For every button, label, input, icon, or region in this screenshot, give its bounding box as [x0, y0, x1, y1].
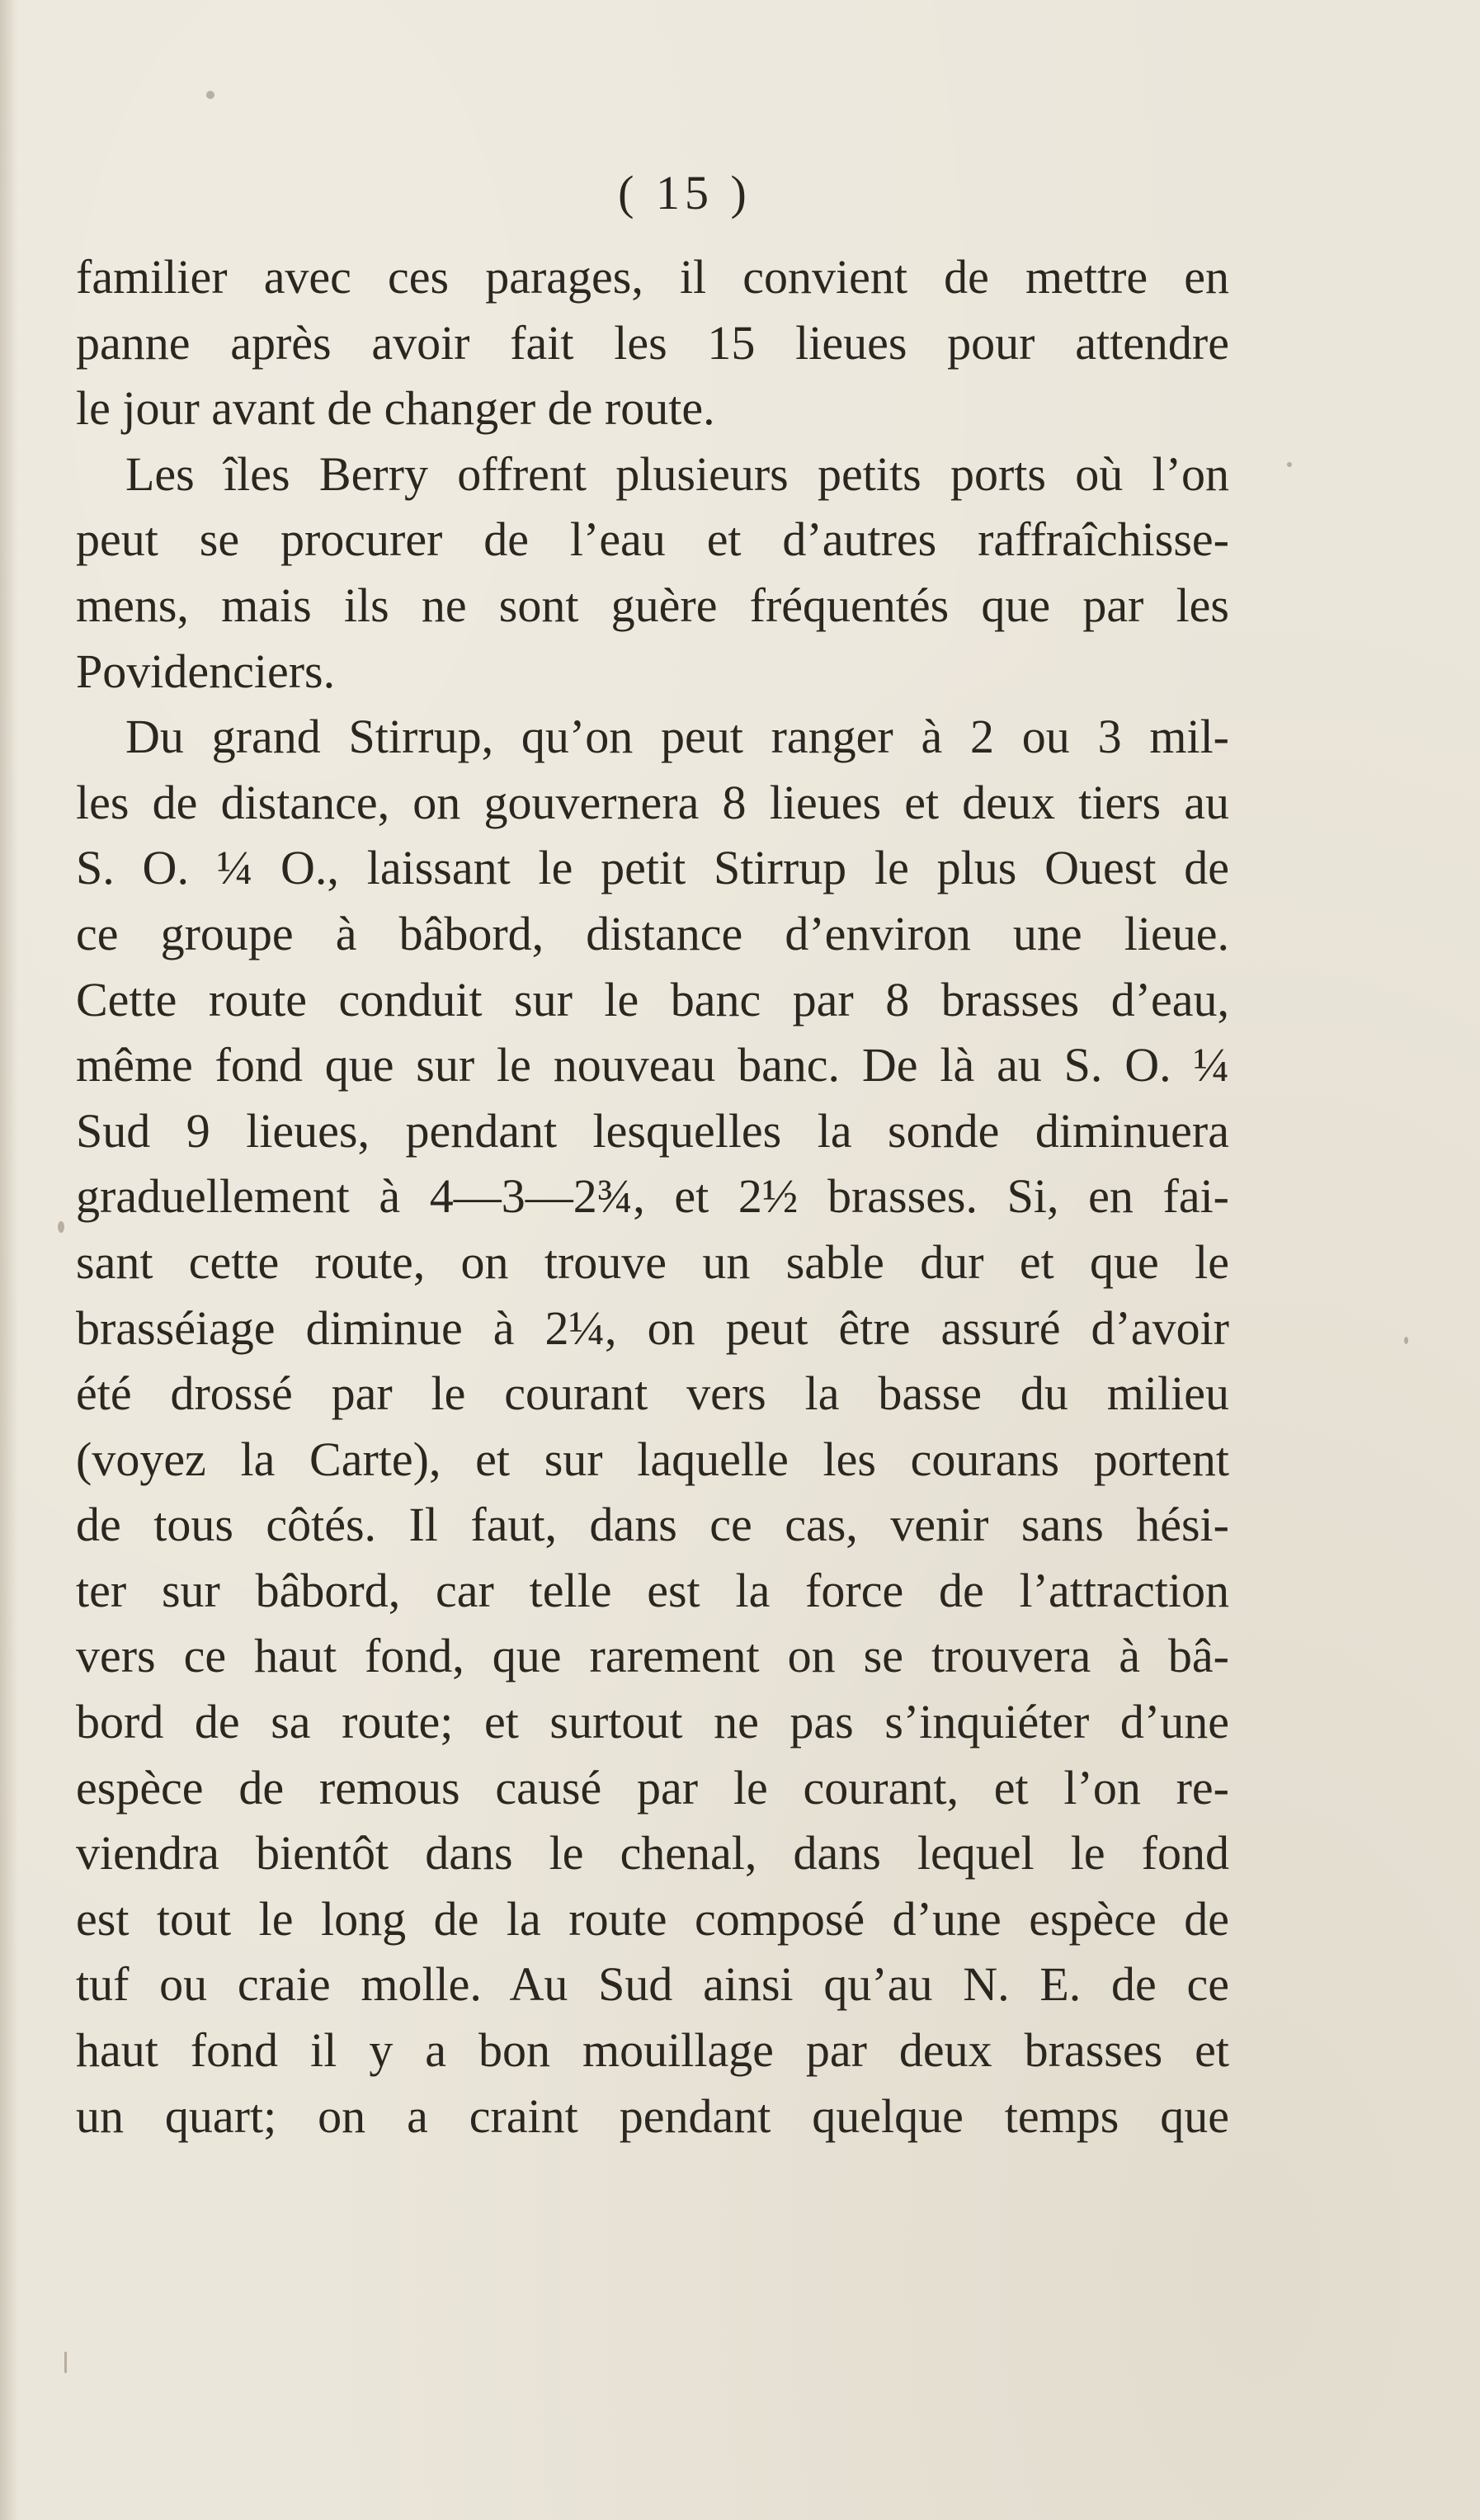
paper-speck [1287, 462, 1292, 467]
text-line: ce groupe à bâbord, distance d’environ une lieue. [76, 906, 1229, 960]
text-line: Sud 9 lieues, pendant lesquelles la sonde diminuera [76, 1103, 1229, 1158]
text-line: mens, mais ils ne sont guère fréquentés que par les [76, 578, 1229, 632]
text-line: Les îles Berry offrent plusieurs petits ports où l’on [125, 446, 1229, 501]
text-line: est tout le long de la route composé d’une espèce de [76, 1891, 1229, 1946]
text-line: graduellement à 4—3—2¾, et 2½ brasses. Si, en fai- [76, 1169, 1229, 1224]
text-line: familier avec ces parages, il convient de mettre en [76, 250, 1229, 304]
text-line: brasséiage diminue à 2¼, on peut être assuré d’avoir [76, 1300, 1229, 1355]
paper-speck [64, 2352, 67, 2373]
text-line: tuf ou craie molle. Au Sud ainsi qu’au N. E. de ce [76, 1957, 1229, 2012]
text-line: de tous côtés. Il faut, dans ce cas, venir sans hési- [76, 1498, 1229, 1552]
paper-speck [1404, 1337, 1408, 1344]
text-line: bord de sa route; et surtout ne pas s’inquiéter d’une [76, 1695, 1229, 1749]
text-line: été drossé par le courant vers la basse du milieu [76, 1366, 1229, 1421]
text-line: S. O. ¼ O., laissant le petit Stirrup le plus Ouest de [76, 841, 1229, 895]
text-line: panne après avoir fait les 15 lieues pour attendre [76, 315, 1229, 370]
paper-speck [58, 1221, 64, 1233]
text-line: même fond que sur le nouveau banc. De là au S. O. ¼ [76, 1038, 1229, 1092]
text-line: (voyez la Carte), et sur laquelle les courans portent [76, 1432, 1229, 1486]
text-line: Cette route conduit sur le banc par 8 brasses d’eau, [76, 972, 1229, 1026]
text-line: un quart; on a craint pendant quelque temps que [76, 2088, 1229, 2143]
text-line: Du grand Stirrup, qu’on peut ranger à 2 ou 3 mil- [125, 710, 1229, 764]
text-line: viendra bientôt dans le chenal, dans lequel le fond [76, 1826, 1229, 1881]
paper-speck [206, 91, 214, 99]
text-line: Povidenciers. [76, 644, 336, 698]
text-line: espèce de remous causé par le courant, et l’on re- [76, 1760, 1229, 1814]
text-line: vers ce haut fond, que rarement on se trouvera à bâ- [76, 1629, 1229, 1683]
text-line: le jour avant de changer de route. [76, 381, 715, 436]
body-text [76, 244, 1229, 2149]
text-line: les de distance, on gouvernera 8 lieues et deux tiers au [76, 775, 1229, 829]
text-line: peut se procurer de l’eau et d’autres raffraîchisse- [76, 512, 1229, 567]
text-line: haut fond il y a bon mouillage par deux brasses et [76, 2023, 1229, 2078]
page-number: ( 15 ) [618, 166, 752, 219]
text-line: sant cette route, on trouve un sable dur et que le [76, 1234, 1229, 1289]
page-edge-shadow [0, 0, 18, 2520]
text-line: ter sur bâbord, car telle est la force de l’attraction [76, 1563, 1229, 1617]
